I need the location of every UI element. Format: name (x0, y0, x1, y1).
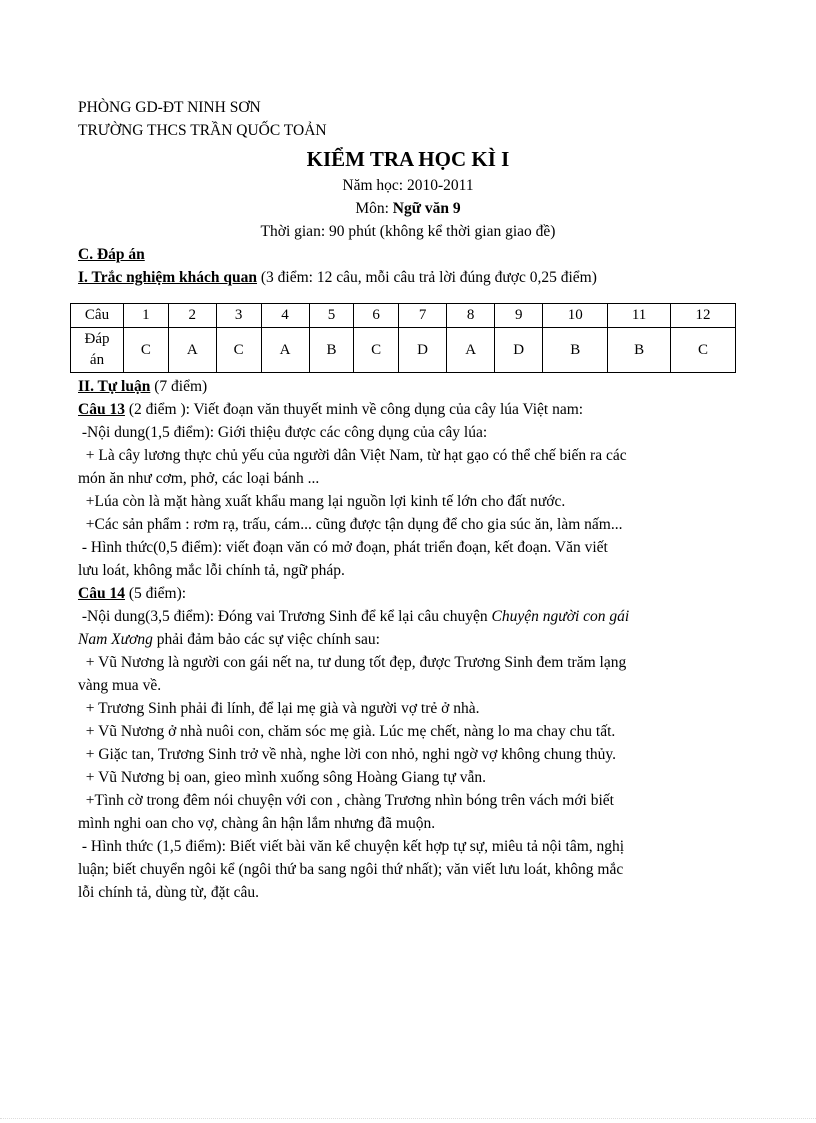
subject-prefix: Môn: (355, 200, 393, 217)
q14-content-line-2 (78, 628, 738, 651)
q14-story-title-2: Nam Xương (78, 631, 153, 648)
q14-text-line: + Giặc tan, Trương Sinh trở về nhà, nghe lời con nhỏ, nghi ngờ vợ không chung thủy. (78, 746, 617, 763)
answer-table-row-answers (71, 328, 736, 373)
answer-cell: D (495, 328, 543, 373)
school-name: TRƯỜNG THCS TRẦN QUỐC TOẢN (78, 122, 327, 139)
question-cell: 7 (399, 304, 447, 328)
question-cell: 12 (670, 304, 735, 328)
q14-text-line: vàng mua về. (78, 677, 162, 694)
row-label-answers-line2: án (89, 352, 105, 368)
question-cell: 4 (261, 304, 309, 328)
q13-text-line: - Hình thức(0,5 điểm): viết đoạn văn có mở đoạn, phát triển đoạn, kết đoạn. Văn viết (78, 539, 608, 556)
question-cell: 5 (309, 304, 354, 328)
question-cell: 1 (124, 304, 169, 328)
answer-cell: C (216, 328, 261, 373)
q13-text-line: +Các sản phẩm : rơm rạ, trấu, cám... cũng được tận dụng để cho gia súc ăn, làm nấm... (78, 516, 623, 533)
exam-title: KIỂM TRA HỌC KÌ I (306, 147, 510, 171)
q14-text-line: + Vũ Nương bị oan, gieo mình xuống sông Hoàng Giang tự vẫn. (78, 769, 487, 786)
subject-name: Ngữ văn 9 (392, 200, 461, 217)
question-cell: 10 (543, 304, 608, 328)
row-label-questions: Câu (71, 304, 124, 328)
answer-cell: D (399, 328, 447, 373)
part1-line (78, 266, 738, 289)
part1-note: (3 điểm: 12 câu, mỗi câu trả lời đúng được 0,25 điểm) (257, 269, 597, 286)
q14-line (78, 582, 738, 605)
answer-table-row-questions (71, 304, 736, 328)
q14-content-line (78, 605, 738, 628)
document-content (78, 96, 738, 904)
part2-note: (7 điểm) (150, 378, 208, 395)
subject-line (78, 197, 738, 220)
part2-line (78, 375, 738, 398)
row-label-answers-line1: Đáp (84, 331, 110, 347)
q13-text-line: món ăn như cơm, phở, các loại bánh ... (78, 470, 320, 487)
part2-heading: II. Tự luận (78, 378, 151, 395)
question-cell: 9 (495, 304, 543, 328)
part1-heading: I. Trắc nghiệm khách quan (78, 269, 258, 286)
q13-text-line: -Nội dung(1,5 điểm): Giới thiệu được các công dụng của cây lúa: (78, 424, 488, 441)
question-cell: 2 (168, 304, 216, 328)
answer-cell: A (261, 328, 309, 373)
row-label-answers (71, 328, 124, 373)
answer-cell: C (670, 328, 735, 373)
q14-label: Câu 14 (78, 585, 125, 602)
answer-cell: A (447, 328, 495, 373)
answer-cell: C (354, 328, 399, 373)
question-cell: 3 (216, 304, 261, 328)
question-cell: 8 (447, 304, 495, 328)
section-heading: C. Đáp án (78, 246, 145, 263)
q14-content-prefix: -Nội dung(3,5 điểm): Đóng vai Trương Sinh để kể lại câu chuyện (78, 608, 492, 625)
exam-duration: Thời gian: 90 phút (không kể thời gian giao đề) (260, 223, 556, 240)
q13-text-line: lưu loát, không mắc lỗi chính tả, ngữ pháp. (78, 562, 345, 579)
q14-text-line: + Vũ Nương ở nhà nuôi con, chăm sóc mẹ già. Lúc mẹ chết, nàng lo ma chay chu tất. (78, 723, 616, 740)
q13-intro: (2 điểm ): Viết đoạn văn thuyết minh về công dụng của cây lúa Việt nam: (124, 401, 584, 418)
q13-line (78, 398, 738, 421)
q14-content-suffix: phải đảm bảo các sự việc chính sau: (152, 631, 380, 648)
q13-text-line: +Lúa còn là mặt hàng xuất khẩu mang lại nguồn lợi kinh tế lớn cho đất nước. (78, 493, 566, 510)
q14-text-line: mình nghi oan cho vợ, chàng ân hận lắm nhưng đã muộn. (78, 815, 436, 832)
answer-cell: A (168, 328, 216, 373)
q14-text-line: luận; biết chuyển ngôi kể (ngôi thứ ba sang ngôi thứ nhất); văn viết lưu loát, không mắc (78, 861, 624, 878)
q14-intro: (5 điểm): (124, 585, 187, 602)
q13-label: Câu 13 (78, 401, 125, 418)
answer-cell: B (608, 328, 671, 373)
q14-text-line: + Trương Sinh phải đi lính, để lại mẹ già và người vợ trẻ ở nhà. (78, 700, 480, 717)
q13-text-line: + Là cây lương thực chủ yếu của người dân Việt Nam, từ hạt gạo có thể chế biến ra các (78, 447, 627, 464)
q14-text-line: - Hình thức (1,5 điểm): Biết viết bài văn kể chuyện kết hợp tự sự, miêu tả nội tâm, nghị (78, 838, 625, 855)
answer-cell: B (543, 328, 608, 373)
question-cell: 6 (354, 304, 399, 328)
page-bottom-divider (0, 1118, 816, 1119)
q14-text-line: +Tình cờ trong đêm nói chuyện với con , chàng Trương nhìn bóng trên vách mới biết (78, 792, 614, 809)
q14-text-line: lỗi chính tả, dùng từ, đặt câu. (78, 884, 260, 901)
answer-cell: C (124, 328, 169, 373)
q14-text-line: + Vũ Nương là người con gái nết na, tư dung tốt đẹp, được Trương Sinh đem trăm lạng (78, 654, 627, 671)
answer-cell: B (309, 328, 354, 373)
department-name: PHÒNG GD-ĐT NINH SƠN (78, 99, 261, 116)
question-cell: 11 (608, 304, 671, 328)
q14-story-title-1: Chuyện người con gái (491, 608, 630, 625)
answer-table (70, 303, 736, 373)
school-year: Năm học: 2010-2011 (342, 177, 474, 194)
